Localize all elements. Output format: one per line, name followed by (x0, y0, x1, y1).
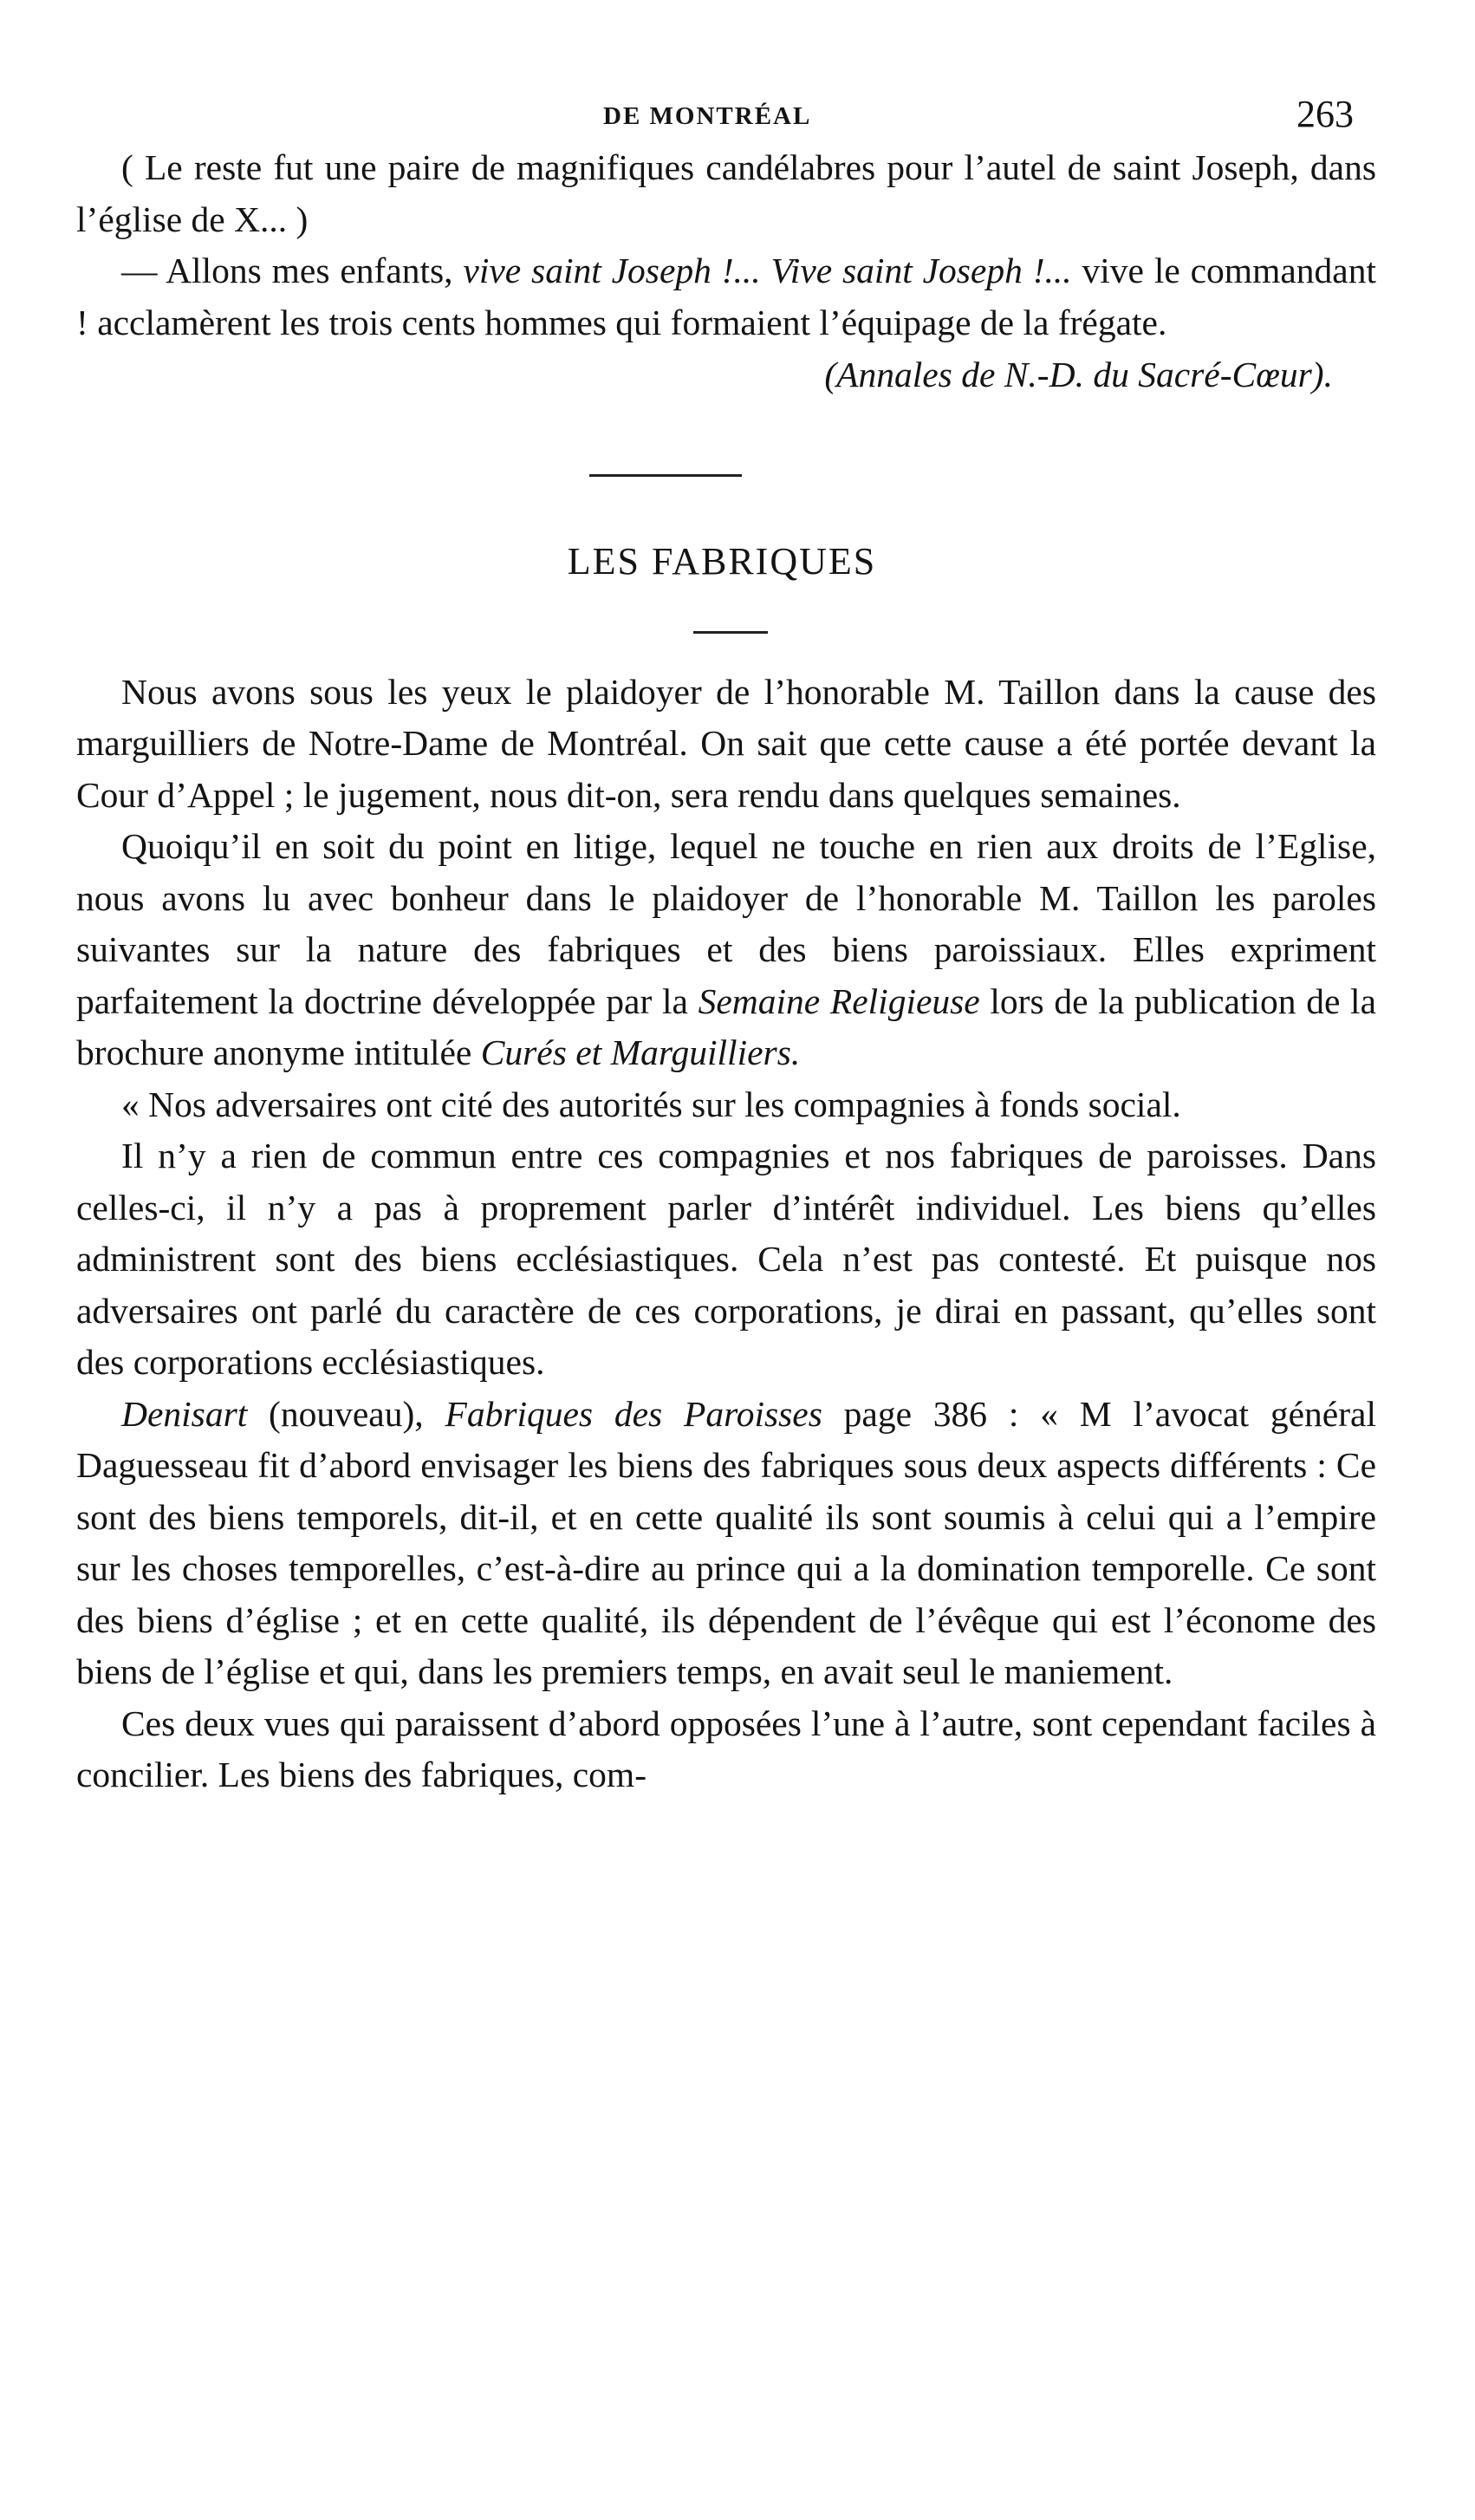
body-paragraph-5-edition: (nouveau), (247, 1393, 445, 1434)
semaine-religieuse-title: Semaine Religieuse (698, 980, 980, 1021)
top-paragraph-2-start: — Allons mes enfants, (121, 251, 464, 290)
page-number: 263 (1296, 93, 1354, 135)
running-head-title: DE MONTRÉAL (603, 102, 812, 130)
body-paragraph-2-start: Quoiqu’il en soit du point en litige, lequel ne touche en rien aux droits de l’Eglise, nous avons lu avec bonheur dans le plaidoyer de l’honorable M. Taillon les paroles suivantes sur la nature des fabriques et des biens paroissiaux. Elles expriment parfaitement la doctrine développée par la (76, 826, 1376, 1021)
section-title: LES FABRIQUES (567, 539, 877, 583)
book-page (76, 87, 1376, 1801)
denisart-reference: Denisart (121, 1393, 248, 1434)
running-head (76, 87, 1376, 142)
body-paragraph-5 (76, 1389, 1376, 1698)
top-paragraph-2-acclamation: vive saint Joseph !... Vive saint Joseph !... (463, 251, 1072, 290)
title-underline-rule (693, 631, 768, 634)
body-paragraph-1: Nous avons sous les yeux le plaidoyer de l’honorable M. Taillon dans la cause des marguilliers de Notre-Dame de Montréal. On sait que cette cause a été portée devant la Cour d’Appel ; le jugement, nous dit-on, sera rendu dans quelques semaines. (76, 671, 1376, 815)
fabriques-reference: Fabriques des Paroisses (445, 1393, 822, 1434)
top-paragraph-2-end: vive le commandant ! acclamèrent les trois cents hommes qui formaient l’équipage de la frégate. (76, 251, 1376, 342)
body-paragraph-3: « Nos adversaires ont cité des autorités sur les compagnies à fonds social. (121, 1084, 1181, 1124)
section-separator-rule (589, 474, 742, 477)
top-paragraph-1: ( Le reste fut une paire de magnifiques candélabres pour l’autel de saint Joseph, dans l’église de X... ) (76, 147, 1376, 239)
body-paragraph-6: Ces deux vues qui paraissent d’abord opposées l’une à l’autre, sont cependant faciles à concilier. Les biens des fabriques, com- (76, 1703, 1376, 1794)
body-paragraph-2 (76, 821, 1376, 1079)
body-paragraph-4: Il n’y a rien de commun entre ces compagnies et nos fabriques de paroisses. Dans celles-ci, il n’y a pas à proprement parler d’intérêt individuel. Les biens qu’elles administrent sont des biens ecclésiastiques. Cela n’est pas contesté. Et puisque nos adversaires ont parlé du caractère de ces corporations, je dirai en passant, qu’elles sont des corporations ecclésiastiques. (76, 1136, 1376, 1382)
source-citation: (Annales de N.-D. du Sacré-Cœur). (824, 355, 1333, 394)
body-paragraph-2-mid: lors de la publication de la brochure anonyme intitulée (76, 980, 1376, 1072)
top-paragraph-2 (76, 245, 1376, 348)
body-paragraph-5-rest: page 386 : « M l’avocat général Daguesseau fit d’abord envisager les biens des fabriques sous deux aspects différents : Ce sont des biens temporels, dit-il, et en cette qualité ils sont soumis à celui qui a l’empire sur les choses temporelles, c’est-à-dire au prince qui a la domination temporelle. Ce sont des biens d’église ; et en cette qualité, ils dépendent de l’évêque qui est l’économe des biens de l’église et qui, dans les premiers temps, en avait seul le maniement. (76, 1393, 1376, 1691)
brochure-title: Curés et Marguilliers. (480, 1032, 801, 1072)
